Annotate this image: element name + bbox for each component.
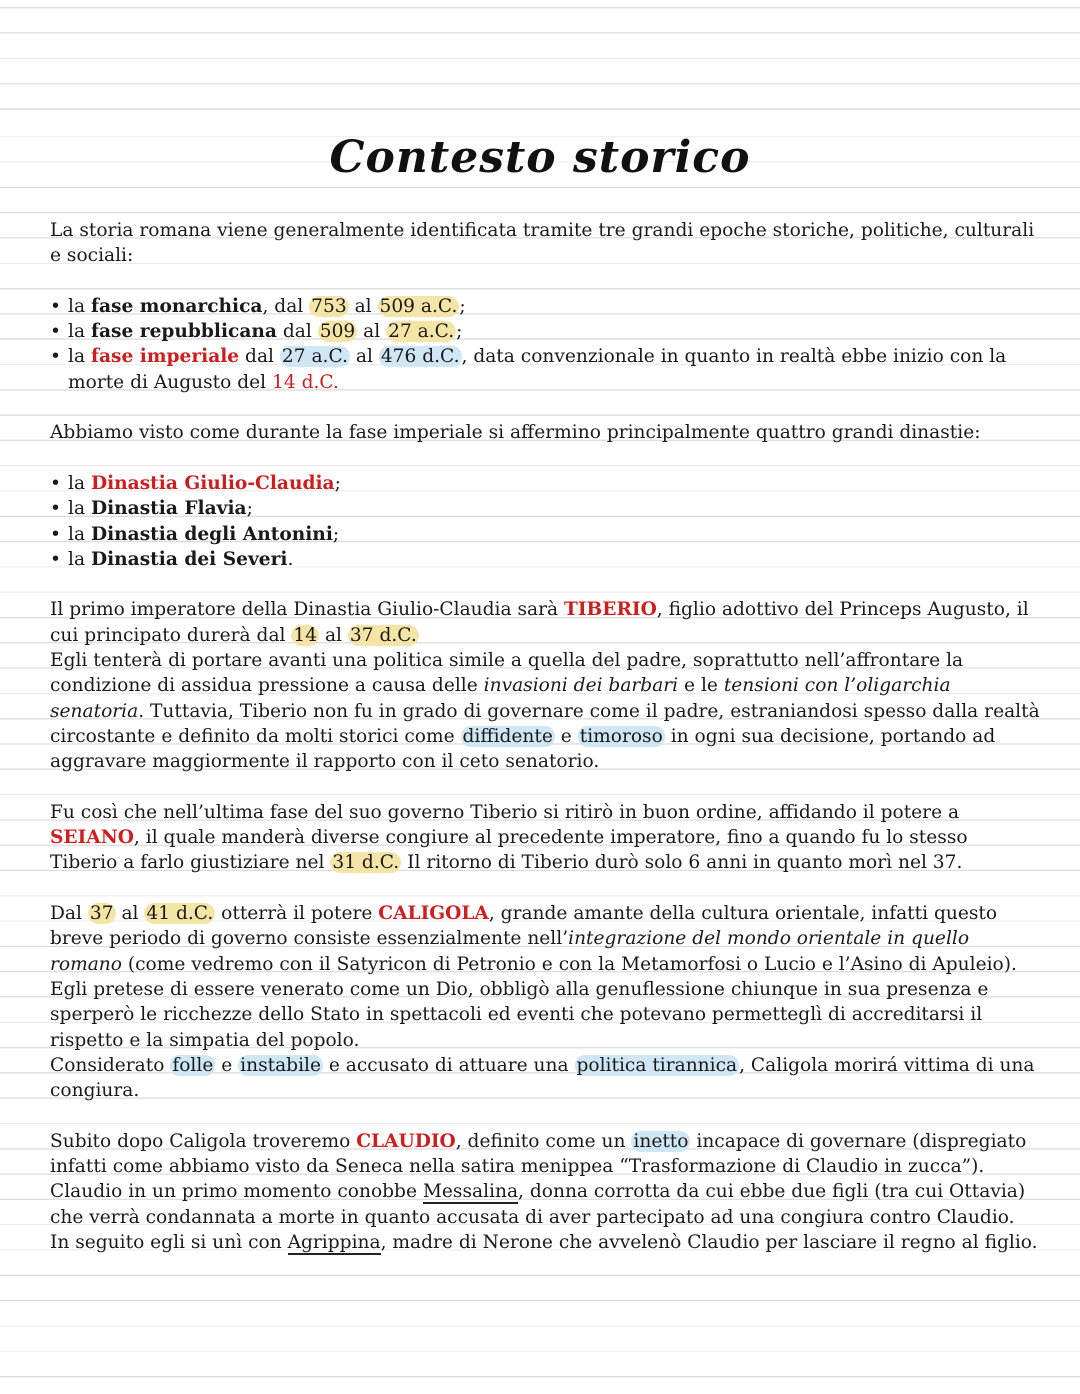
list-item: • la fase imperiale dal 27 a.C. al 476 d.C. , data convenzionale in quanto in realtà ebbe inizio con la morte di Augusto del 14 d.C. (50, 344, 1040, 395)
list-item: • la fase repubblicana dal 509 al 27 a.C. ; (50, 319, 1040, 344)
claudio-paragraph-3: In seguito egli si unì con Agrippina, madre di Nerone che avvelenò Claudio per lasciare il regno al figlio. (50, 1231, 1038, 1253)
list-item: • la Dinastia Giulio-Claudia; (50, 471, 1040, 496)
tiberio-paragraph: Il primo imperatore della Dinastia Giulio-Claudia sarà TIBERIO, figlio adottivo del Princeps Augusto, il cui principato durerà dal 14 al 37 d.C. (50, 599, 1029, 646)
tiberio-paragraph-2: Egli tenterà di portare avanti una politica simile a quella del padre, soprattutto nell’affrontare la condizione di assidua pressione a causa delle invasioni dei barbari e le tensioni con l’oligarchia senatoria. Tuttavia, Tiberio non fu in grado di governare come il padre, estraniandosi spesso dalla realtà circostante e definito da molti storici come diffidente e timoroso in ogni sua decisione, portando ad aggravare maggiormente il rapporto con il ceto senatorio. (50, 650, 1040, 773)
dynasties-list (50, 471, 1040, 572)
caligola-paragraph-2: Considerato folle e instabile e accusato di attuare una politica tirannica , Caligola morirá vittima di una congiura. (50, 1054, 1035, 1102)
list-item: • la Dinastia dei Severi. (50, 547, 1040, 572)
intro-paragraph: La storia romana viene generalmente identificata tramite tre grandi epoche storiche, politiche, culturali e sociali: (50, 220, 1035, 267)
phases-list (50, 294, 1040, 395)
claudio-paragraph: Subito dopo Caligola troveremo CLAUDIO, definito come un inetto incapace di governare (dispregiato infatti come abbiamo visto da Seneca nella satira menippea “Trasformazione di Claudio in zucca”). (50, 1130, 1027, 1177)
list-item: • la Dinastia Flavia; (50, 496, 1040, 521)
seiano-paragraph: Fu così che nell’ultima fase del suo governo Tiberio si ritirò in buon ordine, affidando il potere a SEIANO, il quale manderà diverse congiure al precedente imperatore, fino a quando fu lo stesso Tiberio a farlo giustiziare nel 31 d.C. Il ritorno di Tiberio durò solo 6 anni in quanto morì nel 37. (50, 801, 968, 874)
claudio-paragraph-2: Claudio in un primo momento conobbe Messalina, donna corrotta da cui ebbe due figli (tra cui Ottavia) che verrà condannata a morte in quanto accusata di aver partecipato ad una congiura contro Claudio. (50, 1181, 1026, 1228)
caligola-paragraph: Dal 37 al 41 d.C. otterrà il potere CALIGOLA, grande amante della cultura orientale, infatti questo breve periodo di governo consiste essenzialmente nell’integrazione del mondo orientale in quello romano (come vedremo con il Satyricon di Petronio e con la Metamorfosi o Lucio e l’Asino di Apuleio). Egli pretese di essere venerato come un Dio, obbligò alla genuflessione chiunque in sua presenza e sperperò le ricchezze dello Stato in spettacoli ed eventi che potevano permetteglì di accreditarsi il rispetto e la simpatia del popolo. (50, 903, 1017, 1051)
page-title: Contesto storico (329, 132, 751, 183)
document-body (50, 218, 1040, 1255)
list-item: • la Dinastia degli Antonini; (50, 522, 1040, 547)
dynasties-intro: Abbiamo visto come durante la fase imperiale si affermino principalmente quattro grandi dinastie: (50, 422, 981, 444)
list-item: • la fase monarchica, dal 753 al 509 a.C. ; (50, 294, 1040, 319)
